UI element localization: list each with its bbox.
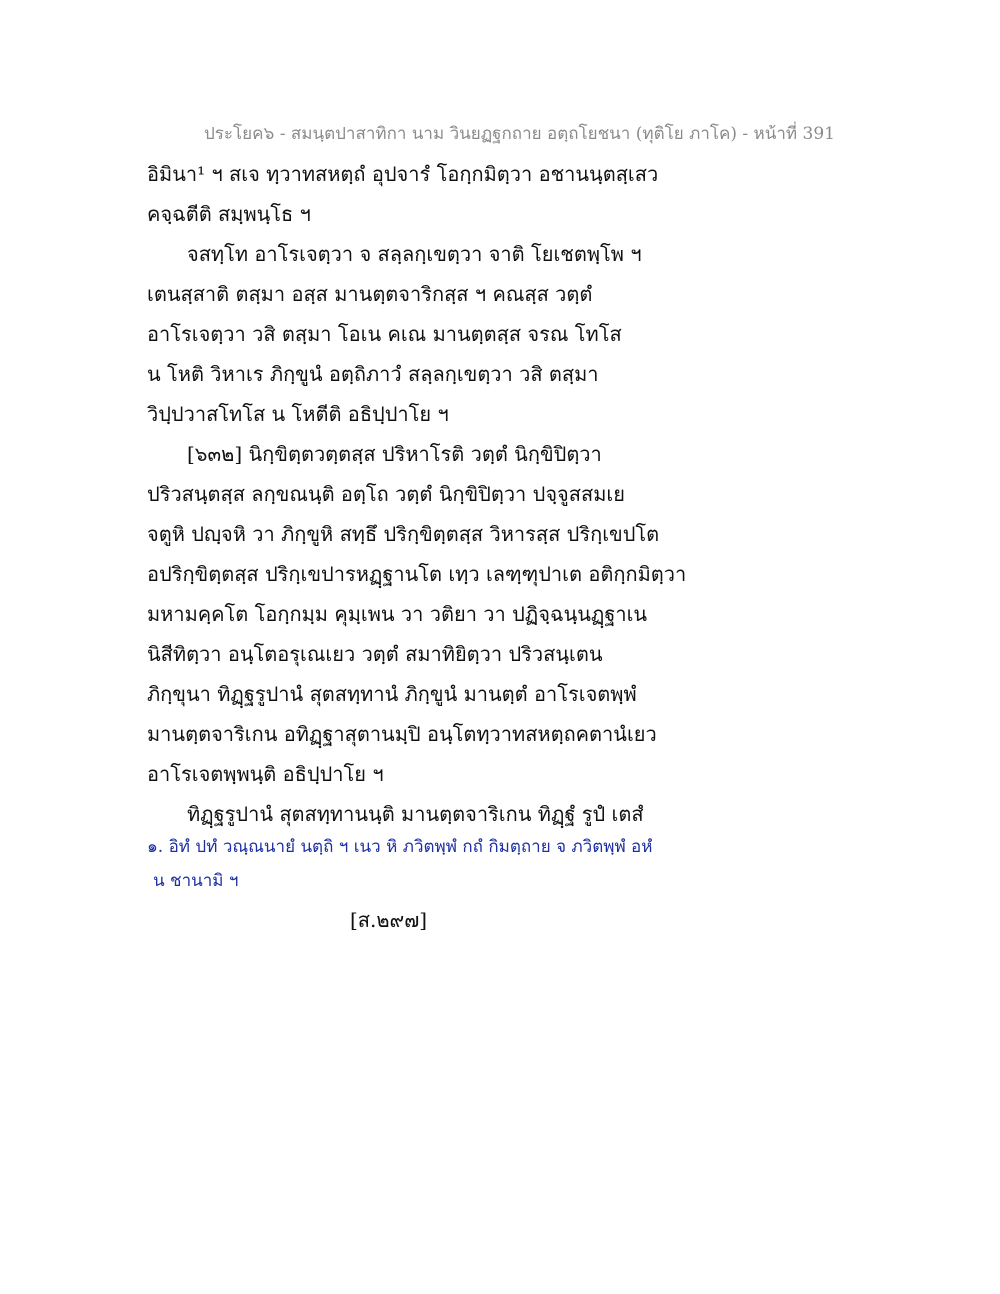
text-line: เตนสฺสาติ ตสฺมา อสฺส มานตฺตจาริกสฺส ฯ คณสฺส วตฺตํ bbox=[147, 282, 593, 306]
text-line: มหามคฺคโต โอกฺกมฺม คุมฺเพน วา วติยา วา ปฏิจฺฉนฺนฏฺฐาเน bbox=[147, 602, 648, 626]
text-line: จตูหิ ปญฺจหิ วา ภิกฺขูหิ สทฺธึ ปริกฺขิตฺตสฺส วิหารสฺส ปริกฺเขปโต bbox=[147, 522, 660, 546]
text-line: คจฺฉตีติ สมฺพนฺโธ ฯ bbox=[147, 202, 311, 226]
text-line: อิมินา¹ ฯ สเจ ทฺวาทสหตฺถํ อุปจารํ โอกฺกมิตฺวา อชานนฺตสฺเสว bbox=[147, 162, 659, 186]
footnote-line: น ชานามิ ฯ bbox=[153, 871, 239, 891]
text-line: ภิกฺขุนา ทิฏฺฐรูปานํ สุตสทฺทานํ ภิกฺขูนํ มานตฺตํ อาโรเจตพฺพํ bbox=[147, 682, 637, 706]
paragraph-start-line: จสทฺโท อาโรเจตฺวา จ สลฺลกฺเขตฺวา จาติ โยเชตพฺโพ ฯ bbox=[187, 242, 642, 266]
paragraph-start-line: [๖๓๒] นิกฺขิตฺตวตฺตสฺส ปริหาโรติ วตฺตํ นิกฺขิปิตฺวา bbox=[187, 442, 602, 466]
text-line: ปริวสนฺตสฺส ลกฺขณนฺติ อตฺโถ วตฺตํ นิกฺขิปิตฺวา ปจฺจูสสมเย bbox=[147, 482, 625, 506]
text-line: น โหติ วิหาเร ภิกฺขูนํ อตฺถิภาวํ สลฺลกฺเขตฺวา วสิ ตสฺมา bbox=[147, 362, 599, 386]
running-header: ประโยค๖ - สมนฺตปาสาทิกา นาม วินยฏฐกถาย อตฺถโยชนา (ทุติโย ภาโค) - หน้าที่ 391 bbox=[204, 124, 835, 144]
text-line: อาโรเจตฺวา วสิ ตสฺมา โอเน คเณ มานตฺตสฺส จรณ โทโส bbox=[147, 322, 622, 346]
page-reference: [ส.๒๙๗] bbox=[350, 908, 428, 932]
paragraph-start-line: ทิฏฺฐรูปานํ สุตสทฺทานนฺติ มานตฺตจาริเกน ทิฏฺฐํ รูปํ เตสํ bbox=[187, 802, 644, 826]
footnote bbox=[147, 832, 667, 900]
text-line: อปริกฺขิตฺตสฺส ปริกฺเขปารหฏฺฐานโต เทฺว เลฑฺฑุปาเต อติกฺกมิตฺวา bbox=[147, 562, 687, 586]
text-line: วิปฺปวาสโทโส น โหตีติ อธิปฺปาโย ฯ bbox=[147, 402, 449, 426]
text-line: อาโรเจตพฺพนฺติ อธิปฺปาโย ฯ bbox=[147, 762, 384, 786]
text-line: นิสีทิตฺวา อนฺโตอรุเณเยว วตฺตํ สมาทิยิตฺวา ปริวสนฺเตน bbox=[147, 642, 603, 666]
body-text bbox=[147, 158, 687, 838]
text-line: มานตฺตจาริเกน อทิฏฺฐาสุตานมฺปิ อนฺโตทฺวาทสหตฺถคตานํเยว bbox=[147, 722, 657, 746]
footnote-line: ๑. อิทํ ปทํ วณฺณนายํ นตฺถิ ฯ เนว หิ ภวิตพฺพํ กถํ กิมตฺถาย จ ภวิตพฺพํ อหํ bbox=[147, 837, 653, 857]
